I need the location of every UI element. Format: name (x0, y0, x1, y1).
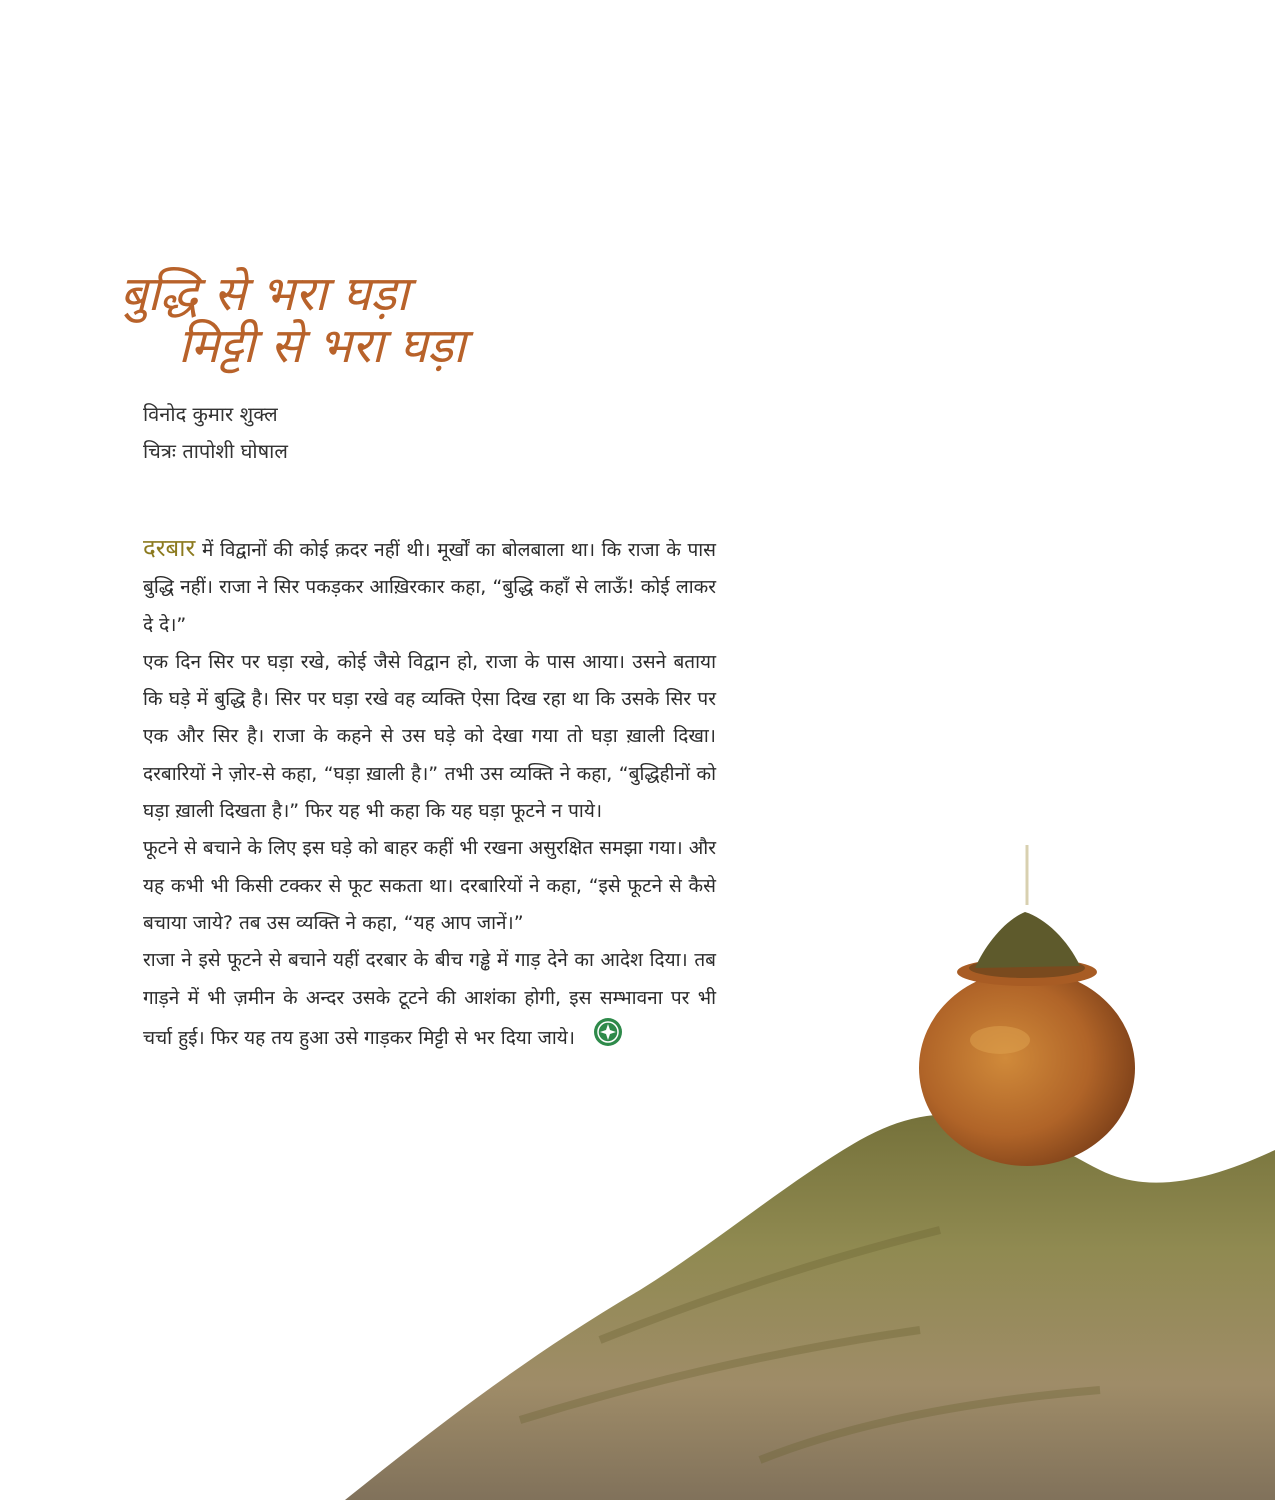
clay-pot (919, 970, 1135, 1166)
soil-mound (345, 1115, 1275, 1500)
paragraph-4-text: राजा ने इसे फूटने से बचाने यहीं दरबार के बीच गड्ढे में गाड़ देने का आदेश दिया। तब गाड़ने में भी ज़मीन के अन्दर उसके टूटने की आशंका होगी, इस सम्भावना पर भी चर्चा हुई। फिर यह तय हुआ उसे गाड़कर मिट्टी से भर दिया जाये। (143, 949, 716, 1050)
illustrator-credit: चित्रः तापोशी घोषाल (143, 439, 288, 463)
paragraph-4 (143, 942, 716, 1060)
paragraph-3: फूटने से बचाने के लिए इस घड़े को बाहर कहीं भी रखना असुरक्षित समझा गया। और यह कभी भी किसी टक्कर से फूट सकता था। दरबारियों ने कहा, “इसे फूटने से कैसे बचाया जाये? तब उस व्यक्ति ने कहा, “यह आप जानें।” (143, 837, 716, 934)
title-line-2: मिट्टी से भरा घड़ा (178, 318, 466, 374)
soil-heap-on-pot (975, 912, 1080, 968)
paragraph-1 (143, 530, 716, 644)
title-line-1: बुद्धि से भरा घड़ा (120, 266, 409, 322)
author-name: विनोद कुमार शुक्ल (143, 402, 278, 426)
byline (143, 400, 288, 474)
paragraph-2: एक दिन सिर पर घड़ा रखे, कोई जैसे विद्वान हो, राजा के पास आया। उसने बताया कि घड़े में बुद्धि है। सिर पर घड़ा रखे वह व्यक्ति ऐसा दिख रहा था कि उसके सिर पर एक और सिर है। राजा के कहने से उस घड़े को देखा गया तो घड़ा ख़ाली दिखा। दरबारियों ने ज़ोर-से कहा, “घड़ा ख़ाली है।” तभी उस व्यक्ति ने कहा, “बुद्धिहीनों को घड़ा ख़ाली दिखता है।” फिर यह भी कहा कि यह घड़ा फूटने न पाये। (143, 650, 716, 823)
story-title (120, 266, 466, 374)
story-body (143, 530, 716, 1060)
end-mark-icon (593, 1017, 623, 1060)
paragraph-1-text: में विद्वानों की कोई क़दर नहीं थी। मूर्खों का बोलबाला था। कि राजा के पास बुद्धि नहीं। राजा ने सिर पकड़कर आख़िरकार कहा, “बुद्धि कहाँ से लाऊँ! कोई लाकर दे दे।” (143, 539, 716, 636)
lead-word: दरबार (143, 534, 196, 562)
